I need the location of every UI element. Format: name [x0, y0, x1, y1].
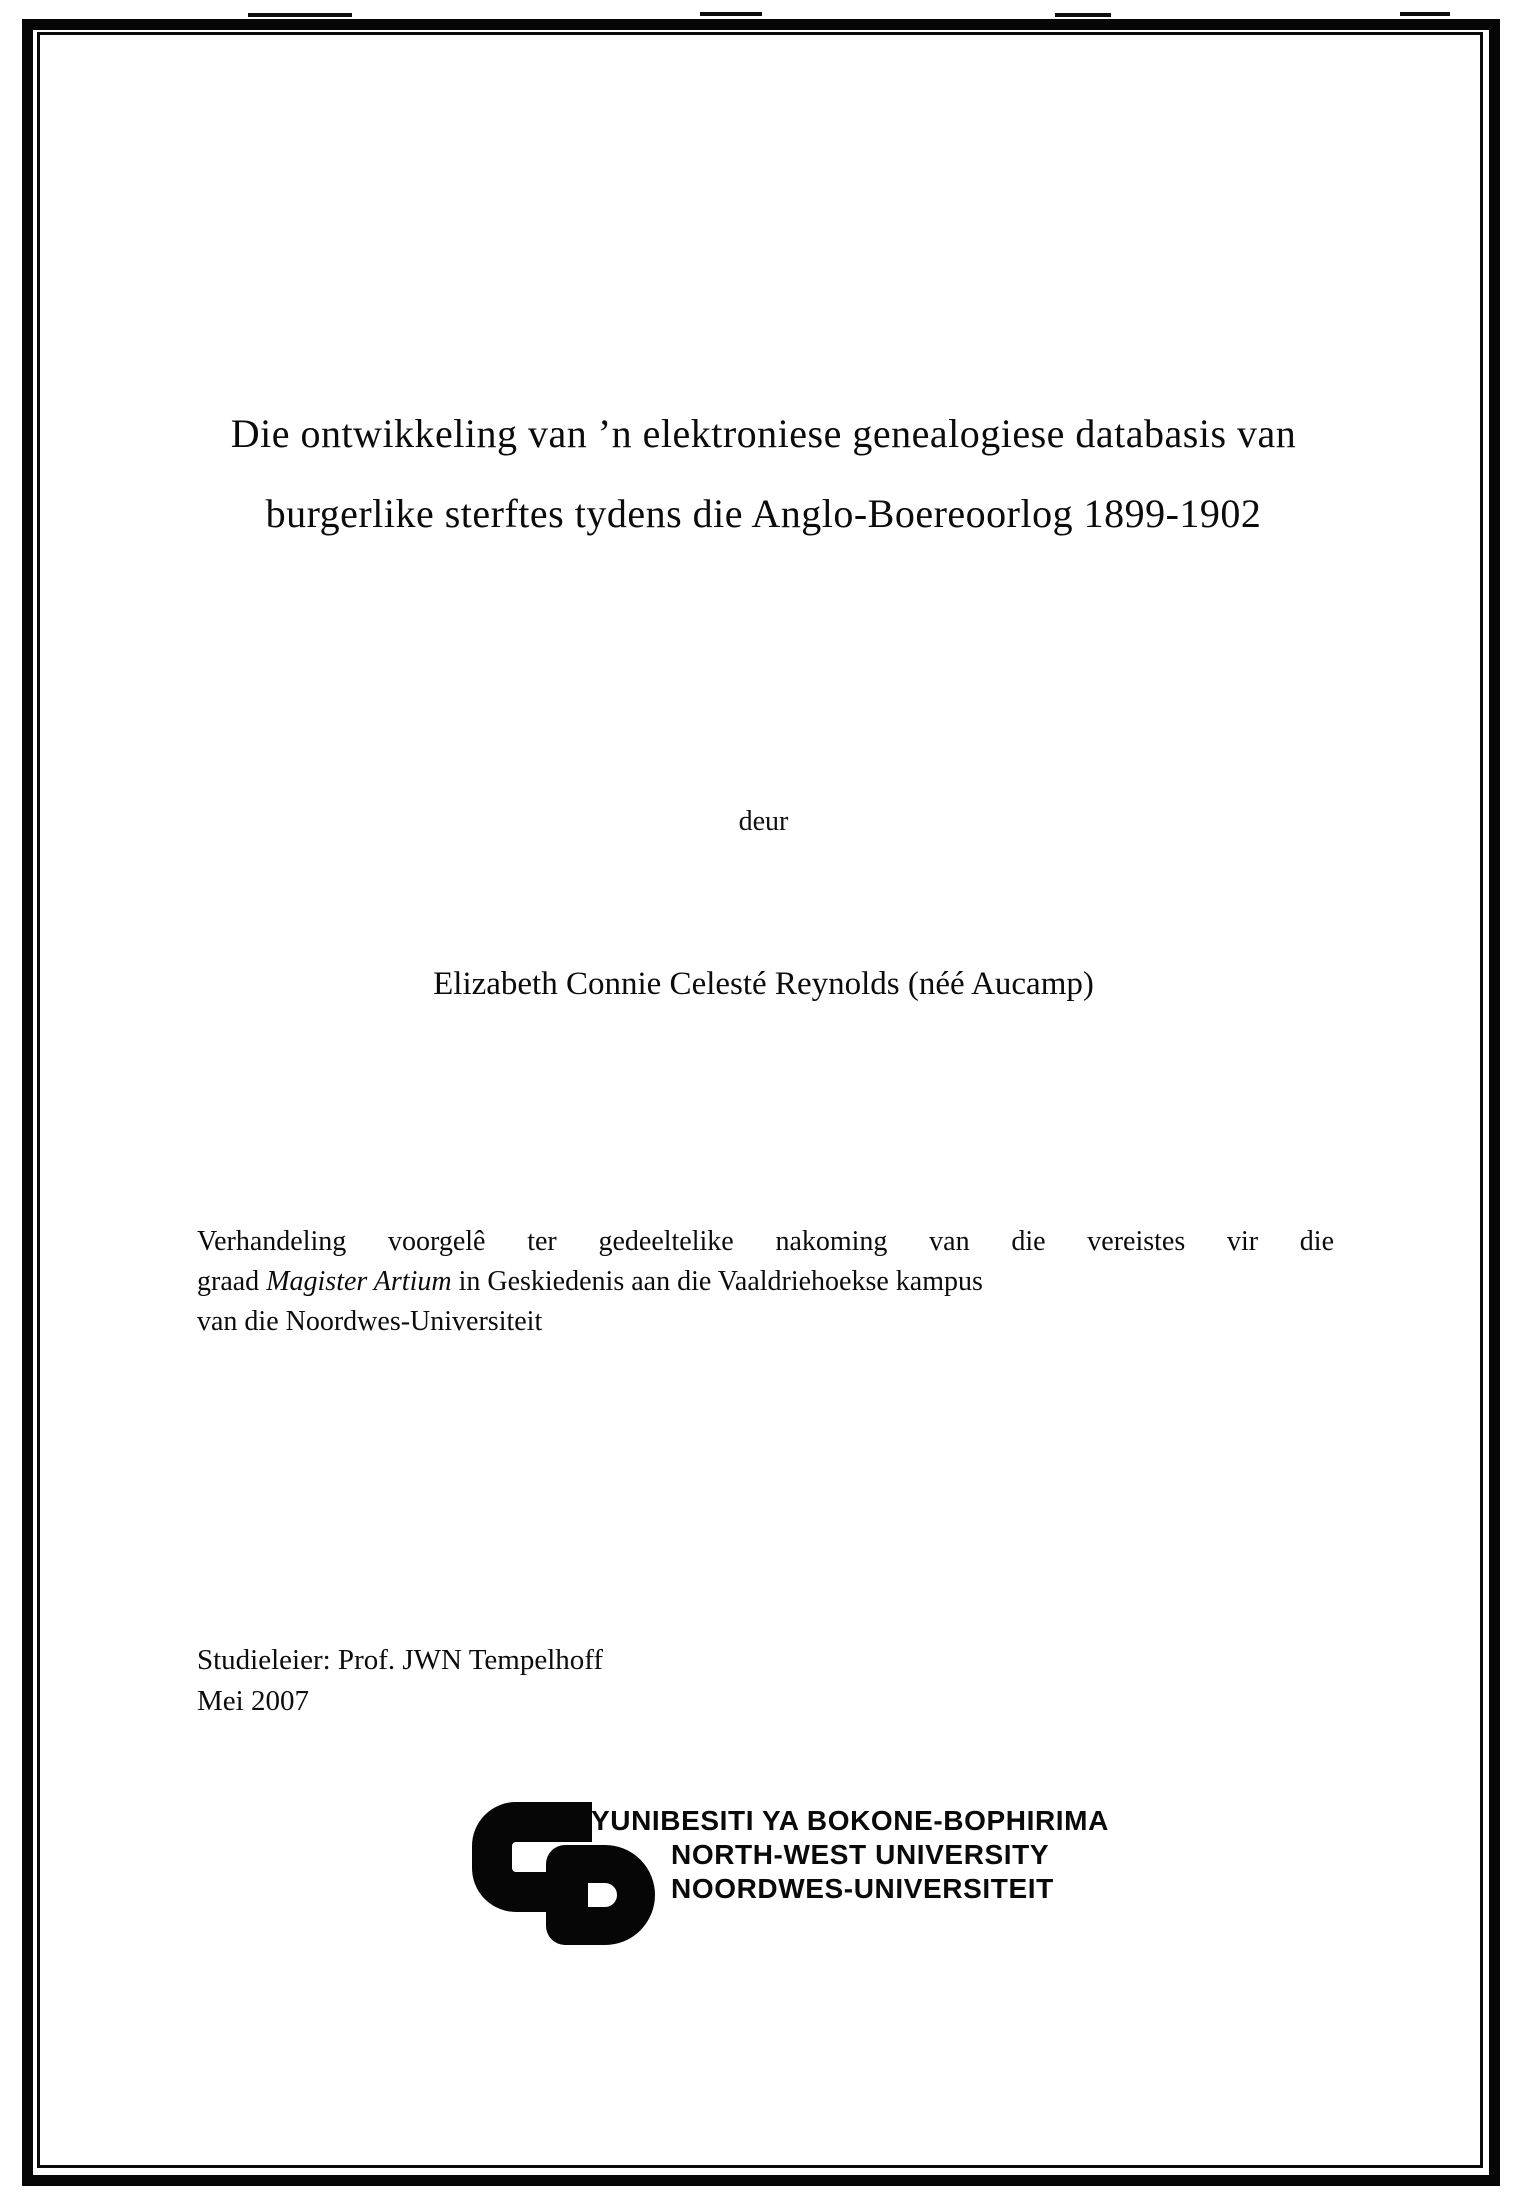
degree-statement-line-1: Verhandeling voorgelê ter gedeeltelike nakoming van die vereistes vir die [197, 1226, 1334, 1257]
scan-artifact [1055, 13, 1111, 17]
degree-statement [197, 1222, 1334, 1342]
scan-artifact [1400, 12, 1450, 16]
scan-artifact [248, 13, 352, 17]
logo-text-english: NORTH-WEST UNIVERSITY [671, 1839, 1050, 1870]
byline-label: deur [738, 806, 789, 837]
date-line: Mei 2007 [197, 1685, 309, 1717]
scan-artifact [700, 12, 762, 16]
degree-name-italic: Magister Artium [266, 1266, 452, 1297]
degree-statement-line-2-pre: graad [197, 1266, 267, 1297]
logo-text-afrikaans: NOORDWES-UNIVERSITEIT [671, 1873, 1054, 1904]
supervisor-block [197, 1640, 603, 1722]
supervisor-line: Studieleier: Prof. JWN Tempelhoff [197, 1644, 604, 1676]
degree-statement-line-2-post: in Geskiedenis aan die Vaaldriehoekse kampus [451, 1266, 983, 1297]
thesis-title [60, 394, 1467, 554]
degree-statement-line-2 [197, 1262, 1334, 1302]
thesis-title-line-1: Die ontwikkeling van ’n elektroniese genealogiese databasis van [230, 411, 1297, 456]
author-name: Elizabeth Connie Celesté Reynolds (néé Aucamp) [433, 966, 1094, 1002]
logo-text-setswana: YUNIBESITI YA BOKONE-BOPHIRIMA [591, 1805, 1109, 1836]
thesis-title-line-2: burgerlike sterftes tydens die Anglo-Boereoorlog 1899-1902 [265, 491, 1262, 536]
degree-statement-line-3: van die Noordwes-Universiteit [197, 1306, 543, 1337]
nwu-logo-right-link [565, 1864, 636, 1926]
